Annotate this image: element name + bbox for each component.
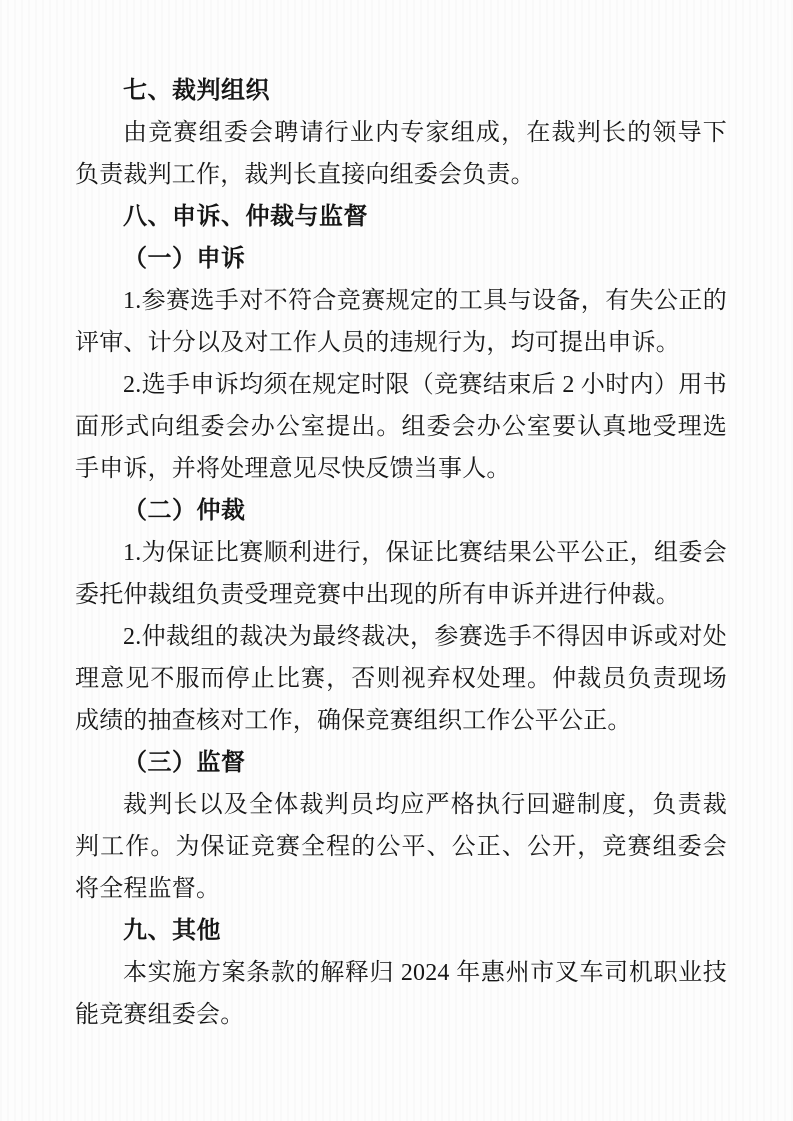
document-body: [75, 70, 727, 1036]
subsection-heading-arbitration: （二）仲裁: [123, 497, 246, 524]
subsection-heading-appeal: （一）申诉: [123, 245, 246, 272]
paragraph-arbitration-item-2: 2.仲裁组的裁决为最终裁决，参赛选手不得因申诉或对处理意见不服而停止比赛，否则视弃权处理。仲裁员负责现场成绩的抽查核对工作，确保竞赛组织工作公平公正。: [75, 624, 727, 734]
section-heading-appeal-arbitration-supervision: 八、申诉、仲裁与监督: [123, 203, 368, 230]
paragraph-others-interpretation: 本实施方案条款的解释归 2024 年惠州市叉车司机职业技能竞赛组委会。: [75, 960, 727, 1028]
paragraph-supervision: 裁判长以及全体裁判员均应严格执行回避制度，负责裁判工作。为保证竞赛全程的公平、公正、公开，竞赛组委会将全程监督。: [75, 792, 727, 902]
subsection-heading-supervision: （三）监督: [123, 749, 246, 776]
paragraph-judging-organization: 由竞赛组委会聘请行业内专家组成，在裁判长的领导下负责裁判工作，裁判长直接向组委会负责。: [75, 120, 727, 188]
paragraph-appeal-item-2: 2.选手申诉均须在规定时限（竞赛结束后 2 小时内）用书面形式向组委会办公室提出。组委会办公室要认真地受理选手申诉，并将处理意见尽快反馈当事人。: [75, 372, 727, 482]
section-heading-judging-organization: 七、裁判组织: [123, 77, 270, 104]
paragraph-appeal-item-1: 1.参赛选手对不符合竞赛规定的工具与设备，有失公正的评审、计分以及对工作人员的违规行为，均可提出申诉。: [75, 288, 727, 356]
section-heading-others: 九、其他: [123, 917, 221, 944]
paragraph-arbitration-item-1: 1.为保证比赛顺利进行，保证比赛结果公平公正，组委会委托仲裁组负责受理竞赛中出现的所有申诉并进行仲裁。: [75, 540, 727, 608]
